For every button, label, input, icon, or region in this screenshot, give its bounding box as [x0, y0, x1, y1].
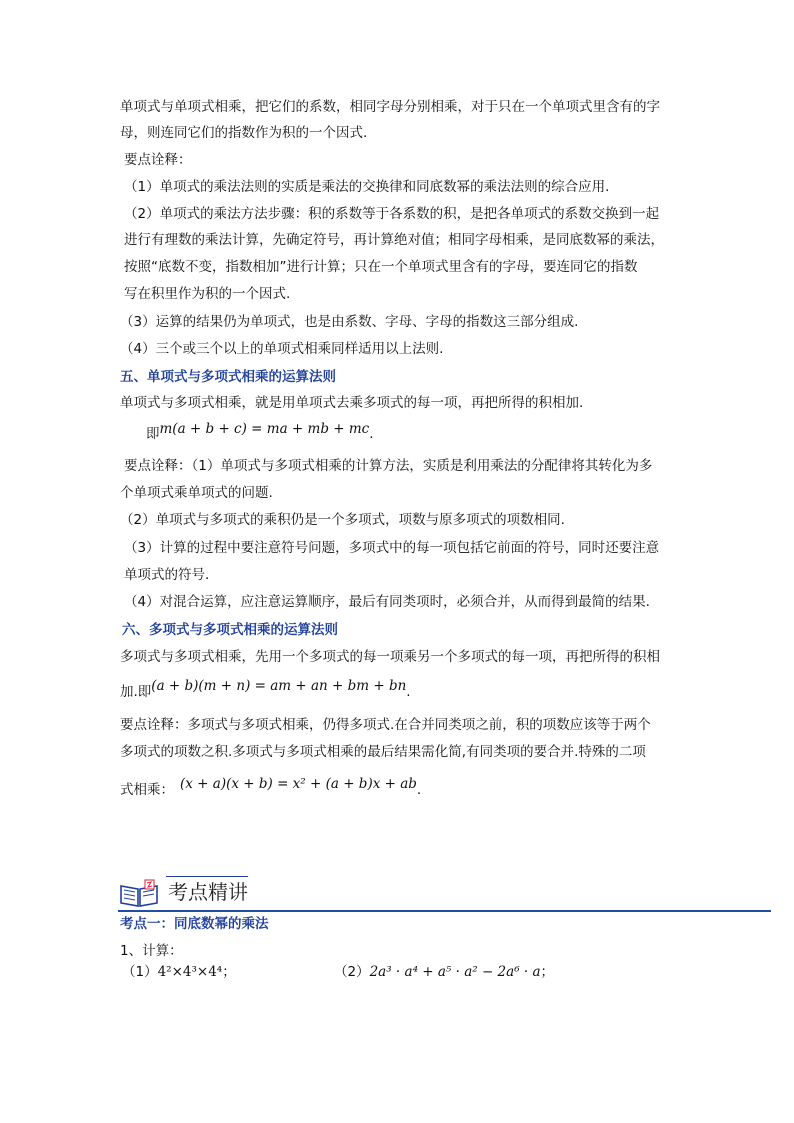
question-number: （2） [334, 964, 370, 980]
title-top-line [166, 876, 248, 877]
notes-title: 要点诠释： [124, 152, 192, 168]
formula: (x + a)(x + b) = x² + (a + b)x + ab [180, 776, 417, 792]
note-item: （2）单项式与多项式的乘积仍是一个多项式，项数与原多项式的项数相同. [120, 512, 565, 528]
question-end: ； [222, 964, 236, 980]
formula-end: . [416, 782, 422, 798]
formula-prefix: 式相乘： [120, 782, 174, 798]
paragraph-line: 母，则连同它们的指数作为积的一个因式. [120, 125, 368, 141]
topic-heading: 考点一：同底数幂的乘法 [120, 916, 269, 932]
paragraph-line: 多项式与多项式相乘，先用一个多项式的每一项乘另一个多项式的每一项，再把所得的积相 [120, 649, 660, 665]
paragraph-line: 单项式与单项式相乘，把它们的系数，相同字母分别相乘，对于只在一个单项式里含有的字 [120, 99, 660, 115]
formula-line [120, 776, 422, 799]
formula-line [146, 421, 374, 443]
note-item: （1）单项式的乘法法则的实质是乘法的交换律和同底数幂的乘法法则的综合应用. [124, 179, 610, 195]
question-number: （1） [122, 964, 158, 980]
book-icon [118, 878, 160, 908]
formula: (a + b)(m + n) = am + an + bm + bn [151, 678, 407, 694]
question-expression: 2a³ · a⁴ + a⁵ · a² − 2a⁶ · a [369, 964, 541, 980]
note-item: 要点诠释：（1）单项式与多项式相乘的计算方法，实质是利用乘法的分配律将其转化为多 [124, 458, 653, 474]
formula-end: . [369, 426, 374, 442]
note-item: （2）单项式的乘法方法步骤：积的系数等于各系数的积，是把各单项式的系数交换到一起 [124, 206, 660, 222]
note-item: 进行有理数的乘法计算，先确定符号，再计算绝对值；相同字母相乘，是同底数幂的乘法， [124, 232, 664, 248]
question-item [122, 963, 236, 981]
divider-rule [118, 910, 771, 912]
note-item: （3）计算的过程中要注意符号问题，多项式中的每一项包括它前面的符号，同时还要注意 [124, 540, 660, 556]
paragraph-line: 单项式与多项式相乘，就是用单项式去乘多项式的每一项，再把所得的积相加. [120, 395, 584, 411]
note-item: 个单项式乘单项式的问题. [120, 485, 273, 501]
paragraph-line: 多项式的项数之积.多项式与多项式相乘的最后结果需化简,有同类项的要合并.特殊的二项 [120, 744, 646, 760]
formula: m(a + b + c) = ma + mb + mc [159, 421, 370, 437]
question-item [334, 963, 554, 981]
question-end: ； [540, 964, 555, 980]
paragraph-line: 要点诠释：多项式与多项式相乘，仍得多项式.在合并同类项之前，积的项数应该等于两个 [120, 717, 651, 733]
note-item: （3）运算的结果仍为单项式，也是由系数、字母、字母的指数这三部分组成. [120, 314, 579, 330]
note-item: （4）对混合运算，应注意运算顺序，最后有同类项时，必须合并，从而得到最简的结果. [124, 594, 650, 610]
section-title: 考点精讲 [168, 880, 248, 904]
section-heading: 五、单项式与多项式相乘的运算法则 [120, 369, 336, 385]
formula-prefix: 加.即 [120, 684, 152, 700]
note-item: 写在积里作为积的一个因式. [124, 286, 291, 302]
section-heading: 六、多项式与多项式相乘的运算法则 [122, 622, 338, 638]
question-expression: 4²×4³×4⁴ [157, 964, 223, 980]
question-label: 1、计算： [120, 943, 183, 959]
formula-end: . [406, 684, 411, 700]
note-item: 单项式的符号. [124, 567, 210, 583]
formula-line [120, 678, 411, 701]
note-item: 按照“底数不变，指数相加”进行计算；只在一个单项式里含有的字母，要连同它的指数 [124, 259, 638, 275]
note-item: （4）三个或三个以上的单项式相乘同样适用以上法则. [120, 341, 444, 357]
formula-prefix: 即 [146, 426, 160, 442]
